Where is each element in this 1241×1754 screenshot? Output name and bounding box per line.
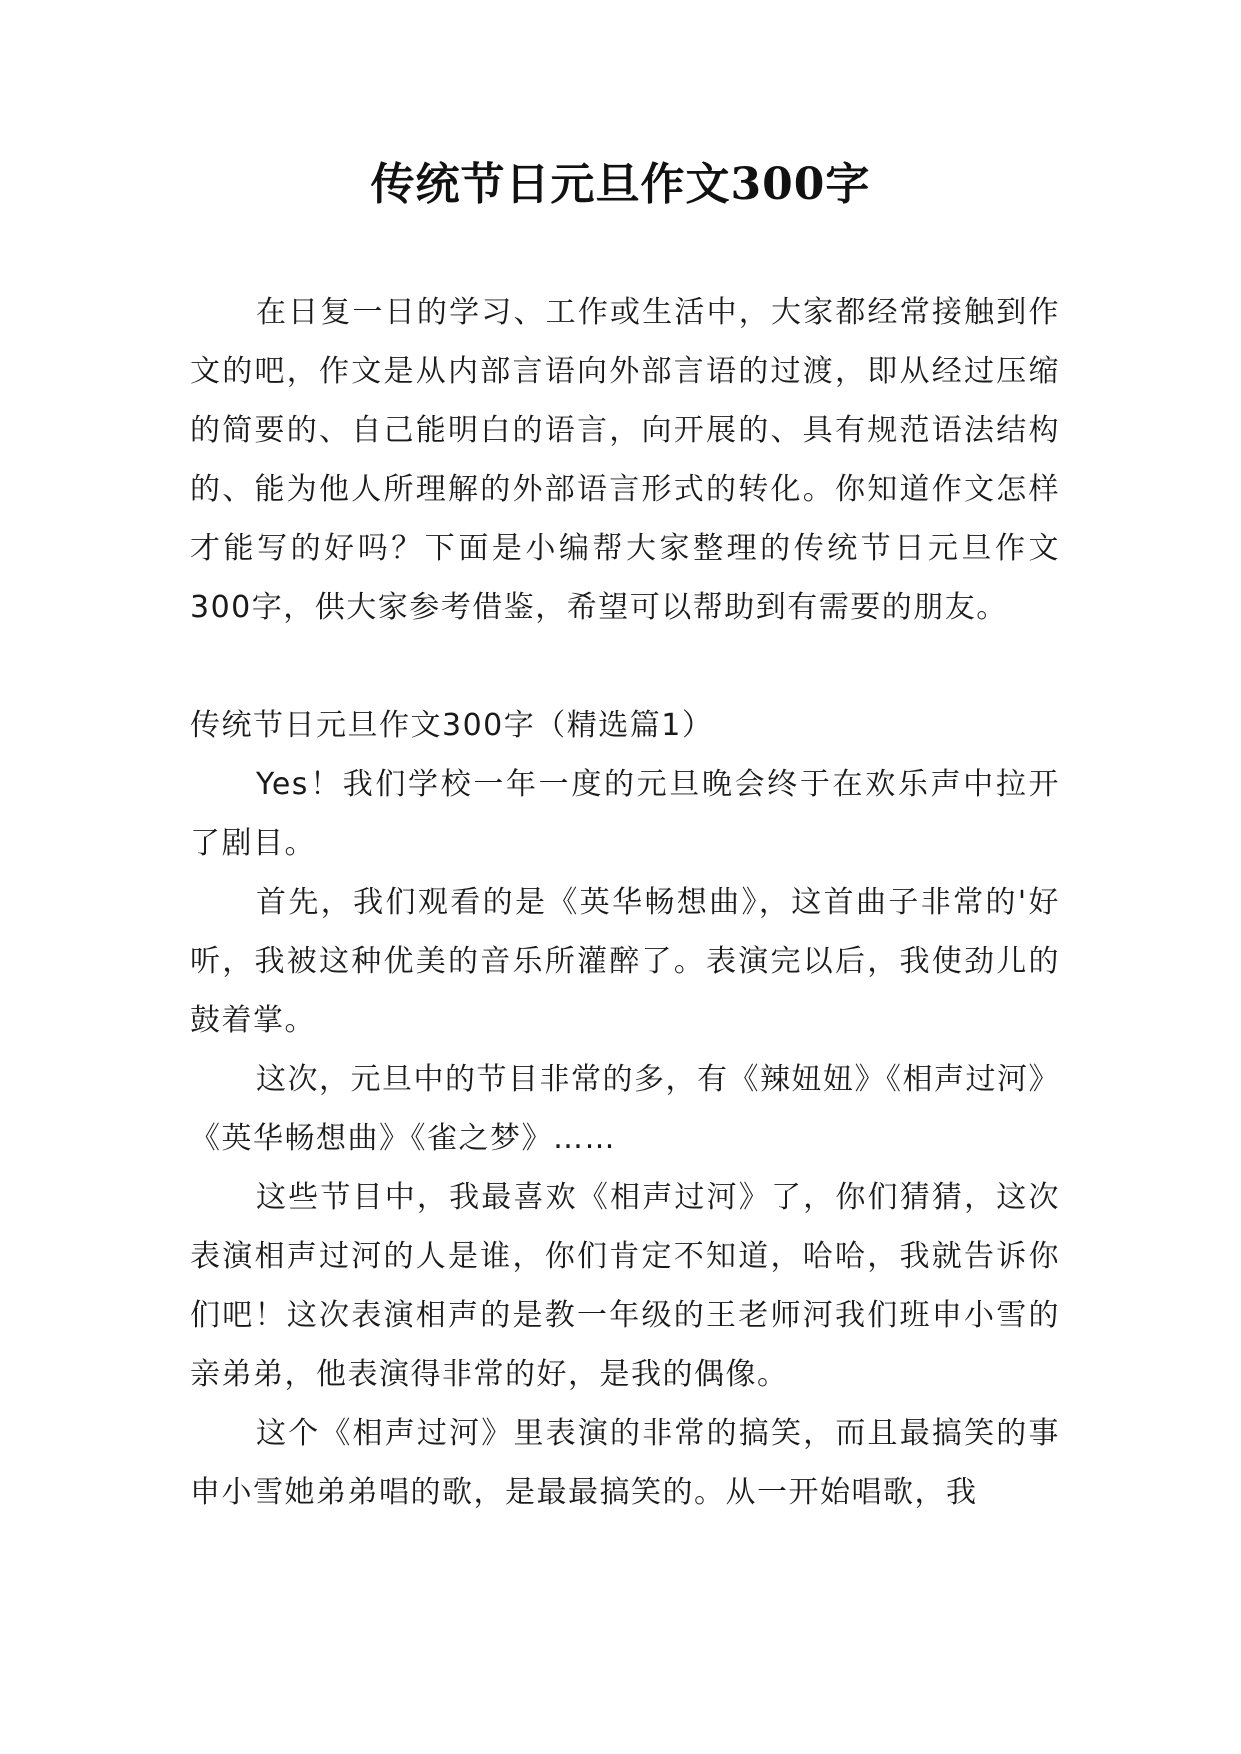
body-paragraph-4: 这些节目中，我最喜欢《相声过河》了，你们猜猜，这次表演相声过河的人是谁，你们肯定不知道，哈哈，我就告诉你们吧！这次表演相声的是教一年级的王老师河我们班申小雪的亲弟弟，他表演得非常的好，是我的偶像。 <box>190 1180 1060 1392</box>
section-heading: 传统节日元旦作文300字（精选篇1） <box>190 708 714 743</box>
body-paragraph-1: Yes！我们学校一年一度的元旦晚会终于在欢乐声中拉开了剧目。 <box>190 767 1060 861</box>
document-title: 传统节日元旦作文300字 <box>370 159 871 210</box>
body-paragraph-2: 首先，我们观看的是《英华畅想曲》，这首曲子非常的'好听，我被这种优美的音乐所灌醉了。表演完以后，我使劲儿的鼓着掌。 <box>190 885 1060 1038</box>
paragraph-spacer <box>190 637 1060 696</box>
intro-paragraph: 在日复一日的学习、工作或生活中，大家都经常接触到作文的吧，作文是从内部言语向外部言语的过渡，即从经过压缩的简要的、自己能明白的语言，向开展的、具有规范语法结构的、能为他人所理解的外部语言形式的转化。你知道作文怎样才能写的好吗？下面是小编帮大家整理的传统节日元旦作文300字，供大家参考借鉴，希望可以帮助到有需要的朋友。 <box>190 295 1060 625</box>
body-paragraph-3: 这次，元旦中的节目非常的多，有《辣妞妞》《相声过河》《英华畅想曲》《雀之梦》…… <box>190 1062 1060 1156</box>
document-body <box>190 283 1060 1522</box>
body-paragraph-5: 这个《相声过河》里表演的非常的搞笑，而且最搞笑的事申小雪她弟弟唱的歌，是最最搞笑的。从一开始唱歌，我 <box>190 1416 1060 1510</box>
